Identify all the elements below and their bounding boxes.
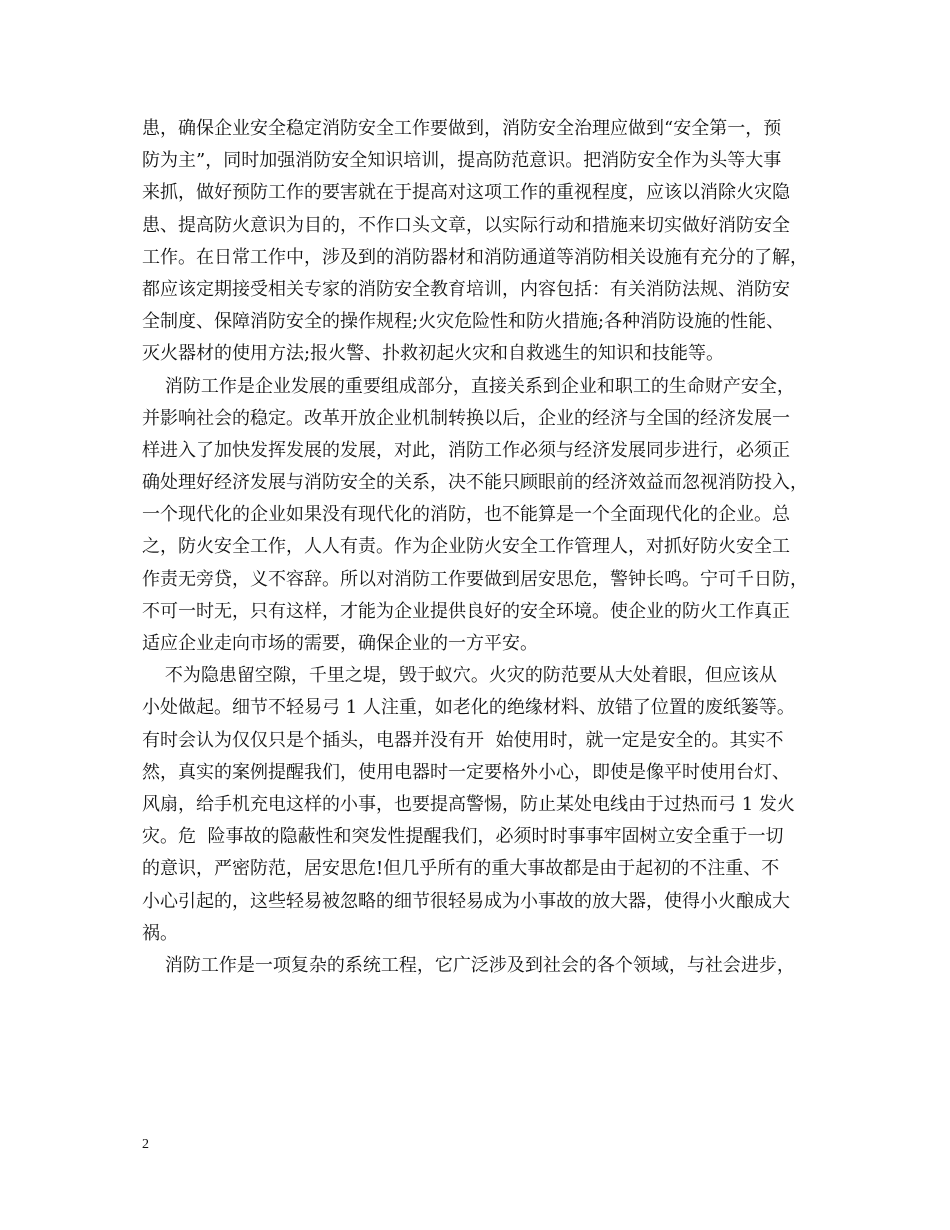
text-line: 作责无旁贷，义不容辞。所以对消防工作要做到居安思危，警钟长鸣。宁可千日防， <box>142 568 808 590</box>
text-line: 的意识，严密防范，居安思危!但几乎所有的重大事故都是由于起初的不注重、不 <box>142 858 780 880</box>
text-line: 样进入了加快发挥发展的发展，对此，消防工作必须与经济发展同步进行，必须正 <box>142 439 790 461</box>
text-line: 消防工作是一项复杂的系统工程，它广泛涉及到社会的各个领域，与社会进步， <box>142 954 795 976</box>
text-line: 工作。在日常工作中，涉及到的消防器材和消防通道等消防相关设施有充分的了解， <box>142 246 808 268</box>
text-line: 灭火器材的使用方法;报火警、扑救初起火灾和自救逃生的知识和技能等。 <box>142 343 725 365</box>
text-line: 有时会认为仅仅只是个插头，电器并没有开 始使用时，就一定是安全的。其实不 <box>142 729 784 751</box>
text-line: 之，防火安全工作，人人有责。作为企业防火安全工作管理人，对抓好防火安全工 <box>142 536 790 558</box>
text-line: 全制度、保障消防安全的操作规程;火灾危险性和防火措施;各种消防设施的性能、 <box>142 311 785 333</box>
text-line: 适应企业走向市场的需要，确保企业的一方平安。 <box>142 633 538 654</box>
text-line: 患、提高防火意识为目的，不作口头文章，以实际行动和措施来切实做好消防安全 <box>142 214 790 236</box>
text-line: 都应该定期接受相关专家的消防安全教育培训，内容包括：有关消防法规、消防安 <box>142 278 790 300</box>
text-line: 祸。 <box>142 922 178 944</box>
body-text <box>142 113 822 982</box>
text-line: 来抓，做好预防工作的要害就在于提高对这项工作的重视程度，应该以消除火灾隐 <box>142 182 790 204</box>
text-line: 消防工作是企业发展的重要组成部分，直接关系到企业和职工的生命财产安全， <box>142 375 795 397</box>
text-line: 小处做起。细节不轻易弓 1 人注重，如老化的绝缘材料、放错了位置的废纸篓等。 <box>142 697 795 719</box>
text-line: 风扇，给手机充电这样的小事，也要提高警惕，防止某处电线由于过热而弓 1 发火 <box>142 793 795 815</box>
text-line: 然，真实的案例提醒我们，使用电器时一定要格外小心，即使是像平时使用台灯、 <box>142 761 790 783</box>
text-line: 患，确保企业安全稳定消防安全工作要做到，消防安全治理应做到“安全第一，预 <box>142 118 782 139</box>
text-line: 不为隐患留空隙，千里之堤，毁于蚁穴。火灾的防范要从大处着眼，但应该从 <box>142 665 777 687</box>
text-line: 一个现代化的企业如果没有现代化的消防，也不能算是一个全面现代化的企业。总 <box>142 504 790 526</box>
text-line: 防为主”，同时加强消防安全知识培训，提高防范意识。把消防安全作为头等大事 <box>142 150 782 172</box>
page-number: 2 <box>142 1137 149 1152</box>
text-line: 小心引起的，这些轻易被忽略的细节很轻易成为小事故的放大器，使得小火酿成大 <box>142 890 790 912</box>
text-line: 确处理好经济发展与消防安全的关系，决不能只顾眼前的经济效益而忽视消防投入， <box>142 472 808 494</box>
text-line: 并影响社会的稳定。改革开放企业机制转换以后，企业的经济与全国的经济发展一 <box>142 407 790 429</box>
text-line: 灾。危 险事故的隐蔽性和突发性提醒我们，必须时时事事牢固树立安全重于一切 <box>142 826 784 848</box>
text-line: 不可一时无，只有这样，才能为企业提供良好的安全环境。使企业的防火工作真正 <box>142 600 790 622</box>
